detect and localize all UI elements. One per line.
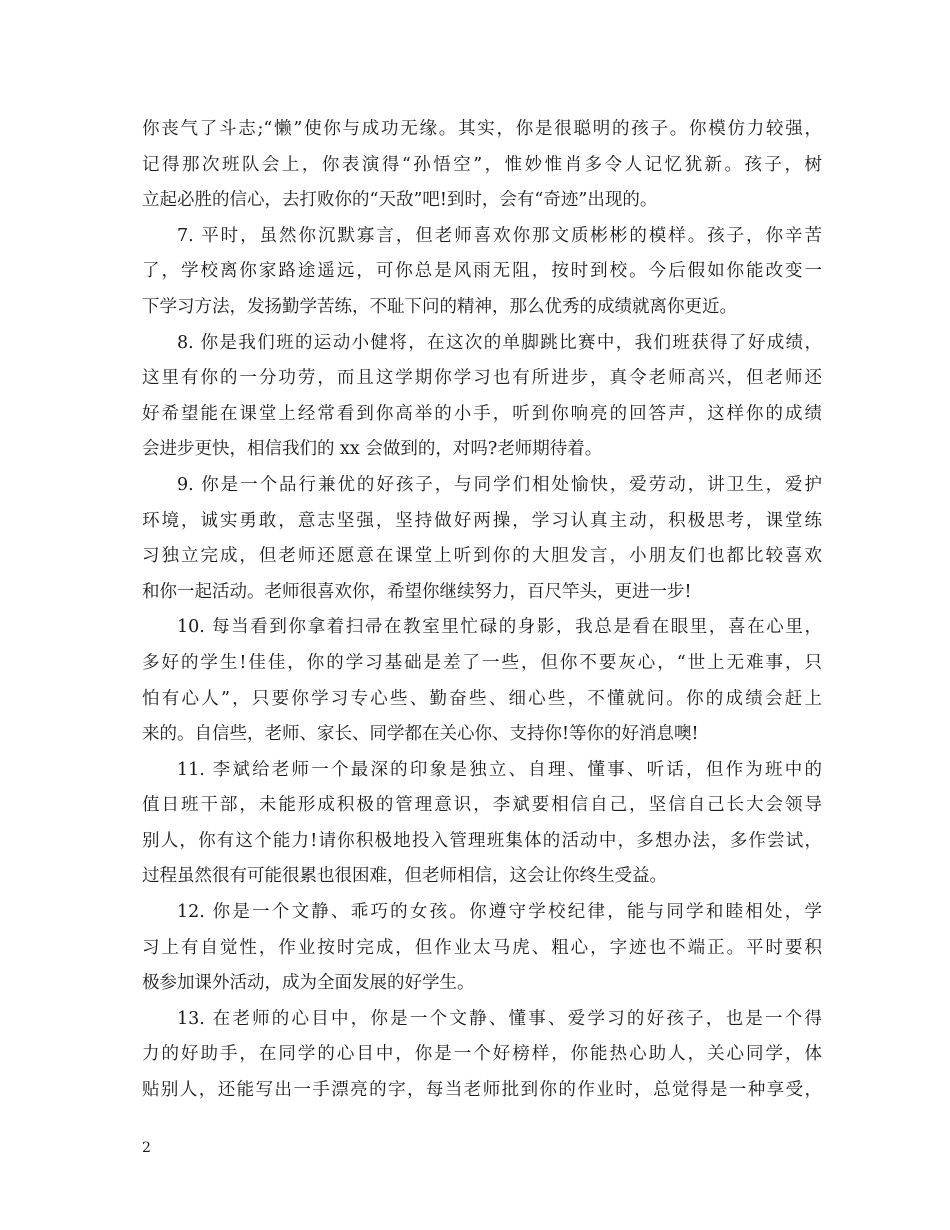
text-line: 习独立完成，但老师还愿意在课堂上听到你的大胆发言，小朋友们也都比较喜欢 (142, 546, 822, 567)
paragraph-item-13 (142, 1002, 822, 1109)
text-line: 力的好助手，在同学的心目中，你是一个好榜样，你能热心助人，关心同学，体 (142, 1044, 822, 1065)
text-line: 7. 平时，虽然你沉默寡言，但老师喜欢你那文质彬彬的模样。孩子，你辛苦 (177, 225, 822, 246)
text-line: 贴别人，还能写出一手漂亮的字，每当老师批到你的作业时，总觉得是一种享受， (142, 1080, 822, 1101)
text-line: 下学习方法，发扬勤学苦练，不耻下问的精神，那么优秀的成绩就离你更近。 (142, 296, 737, 317)
paragraph-item-10 (142, 610, 822, 752)
page-number: 2 (142, 1140, 151, 1156)
text-line: 11. 李斌给老师一个最深的印象是独立、自理、懂事、听话，但作为班中的 (177, 759, 822, 780)
text-line: 多好的学生!佳佳，你的学习基础是差了一些，但你不要灰心，“世上无难事，只 (142, 652, 822, 673)
text-line: 12. 你是一个文静、乖巧的女孩。你遵守学校纪律，能与同学和睦相处，学 (177, 902, 822, 923)
text-line: 13. 在老师的心目中，你是一个文静、懂事、爱学习的好孩子，也是一个得 (177, 1008, 822, 1029)
text-line: 了，学校离你家路途遥远，可你总是风雨无阻，按时到校。今后假如你能改变一 (142, 261, 822, 282)
paragraph-item-12 (142, 895, 822, 1002)
text-line: 和你一起活动。老师很喜欢你，希望你继续努力，百尺竿头，更进一步! (142, 581, 692, 602)
paragraph-item-8 (142, 326, 822, 468)
text-line: 10. 每当看到你拿着扫帚在教室里忙碌的身影，我总是看在眼里，喜在心里， (177, 617, 822, 638)
text-line: 好希望能在课堂上经常看到你高举的小手，听到你响亮的回答声，这样你的成绩 (142, 403, 822, 424)
text-line: 会进步更快，相信我们的 xx 会做到的，对吗?老师期待着。 (142, 439, 603, 460)
text-line: 别人，你有这个能力!请你积极地投入管理班集体的活动中，多想办法，多作尝试， (142, 830, 822, 851)
text-line: 过程虽然很有可能很累也很困难，但老师相信，这会让你终生受益。 (142, 866, 667, 887)
text-line: 来的。自信些，老师、家长、同学都在关心你、支持你!等你的好消息噢! (142, 724, 699, 745)
paragraph-item-11 (142, 753, 822, 895)
text-line: 9. 你是一个品行兼优的好孩子，与同学们相处愉快，爱劳动，讲卫生，爱护 (177, 474, 822, 495)
text-line: 怕有心人”，只要你学习专心些、勤奋些、细心些，不懂就问。你的成绩会赶上 (142, 688, 822, 709)
text-line: 记得那次班队会上，你表演得“孙悟空”，惟妙惟肖多令人记忆犹新。孩子，树 (142, 154, 822, 175)
text-line: 习上有自觉性，作业按时完成，但作业太马虎、粗心，字迹也不端正。平时要积 (142, 937, 822, 958)
text-line: 立起必胜的信心，去打败你的“天敌”吧!到时，会有“奇迹”出现的。 (142, 190, 658, 211)
text-line: 8. 你是我们班的运动小健将，在这次的单脚跳比赛中，我们班获得了好成绩， (177, 332, 822, 353)
text-line: 你丧气了斗志;“懒”使你与成功无缘。其实，你是很聪明的孩子。你模仿力较强， (142, 119, 822, 139)
paragraph-item-9 (142, 468, 822, 610)
paragraph-item-7 (142, 219, 822, 326)
text-line: 这里有你的一分功劳，而且这学期你学习也有所进步，真令老师高兴，但老师还 (142, 368, 822, 389)
text-line: 极参加课外活动，成为全面发展的好学生。 (142, 973, 475, 994)
document-body (142, 112, 822, 1109)
text-line: 环境，诚实勇敢，意志坚强，坚持做好两操，学习认真主动，积极思考，课堂练 (142, 510, 822, 531)
text-line: 值日班干部，未能形成积极的管理意识，李斌要相信自己，坚信自己长大会领导 (142, 795, 822, 816)
paragraph-continued (142, 112, 822, 219)
